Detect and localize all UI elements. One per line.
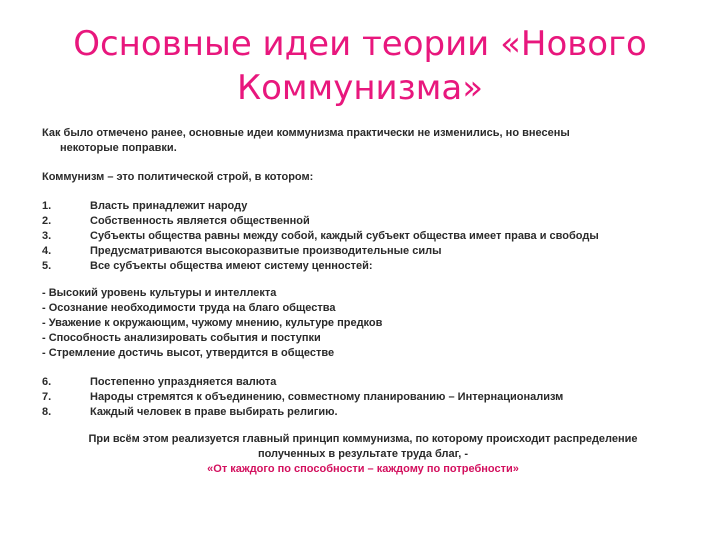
- list-item: [42, 244, 672, 259]
- item-text: Субъекты общества равны между собой, каждый субъект общества имеет права и свободы: [90, 230, 599, 242]
- spacer: [42, 420, 672, 432]
- principle-quote: «От каждого по способности – каждому по потребности»: [207, 463, 519, 475]
- item-number: 6.: [42, 376, 52, 388]
- item-text: Каждый человек в праве выбирать религию.: [90, 406, 338, 418]
- item-number: 4.: [42, 245, 52, 257]
- list-item: [42, 390, 672, 405]
- item-number: 7.: [42, 391, 52, 403]
- item-text: Все субъекты общества имеют систему ценностей:: [90, 260, 373, 272]
- list-item: [42, 199, 672, 214]
- list-item: [42, 375, 672, 390]
- list-item: [42, 405, 672, 420]
- values-list: [42, 286, 672, 361]
- list-item: - Осознание необходимости труда на благо общества: [42, 302, 336, 314]
- spacer: [42, 156, 672, 170]
- slide-title: Основные идеи теории «Нового Коммунизма»: [73, 24, 647, 108]
- item-text: Собственность является общественной: [90, 215, 310, 227]
- closing-paragraph: [42, 432, 672, 477]
- spacer: [42, 361, 672, 375]
- item-number: 1.: [42, 200, 52, 212]
- list-item: [42, 259, 672, 274]
- list-item: - Высокий уровень культуры и интеллекта: [42, 287, 277, 299]
- item-text: Предусматриваются высокоразвитые производительные силы: [90, 245, 442, 257]
- spacer: [42, 185, 672, 199]
- item-text: Власть принадлежит народу: [90, 200, 248, 212]
- slide-body: [42, 126, 672, 477]
- numbered-list-1: [42, 199, 672, 274]
- list-item: - Стремление достичь высот, утвердится в обществе: [42, 347, 335, 359]
- list-item: - Способность анализировать события и поступки: [42, 332, 321, 344]
- item-number: 3.: [42, 230, 52, 242]
- closing-line-1: При всём этом реализуется главный принцип коммунизма, по которому происходит распределение: [88, 433, 638, 445]
- item-number: 2.: [42, 215, 52, 227]
- list-item: - Уважение к окружающим, чужому мнению, культуре предков: [42, 317, 383, 329]
- numbered-list-2: [42, 375, 672, 420]
- intro-paragraph: [42, 126, 672, 156]
- intro-line-1: Как было отмечено ранее, основные идеи коммунизма практически не изменились, но внесены: [42, 127, 570, 139]
- intro-line-2: некоторые поправки.: [60, 142, 177, 154]
- list-item: [42, 229, 672, 244]
- closing-line-2: полученных в результате труда благ, -: [257, 448, 469, 460]
- item-number: 5.: [42, 260, 52, 272]
- item-text: Постепенно упраздняется валюта: [90, 376, 277, 388]
- item-text: Народы стремятся к объединению, совместному планированию – Интернационализм: [90, 391, 564, 403]
- list-item: [42, 214, 672, 229]
- definition-line: Коммунизм – это политической строй, в котором:: [42, 171, 314, 183]
- spacer: [42, 274, 672, 286]
- item-number: 8.: [42, 406, 52, 418]
